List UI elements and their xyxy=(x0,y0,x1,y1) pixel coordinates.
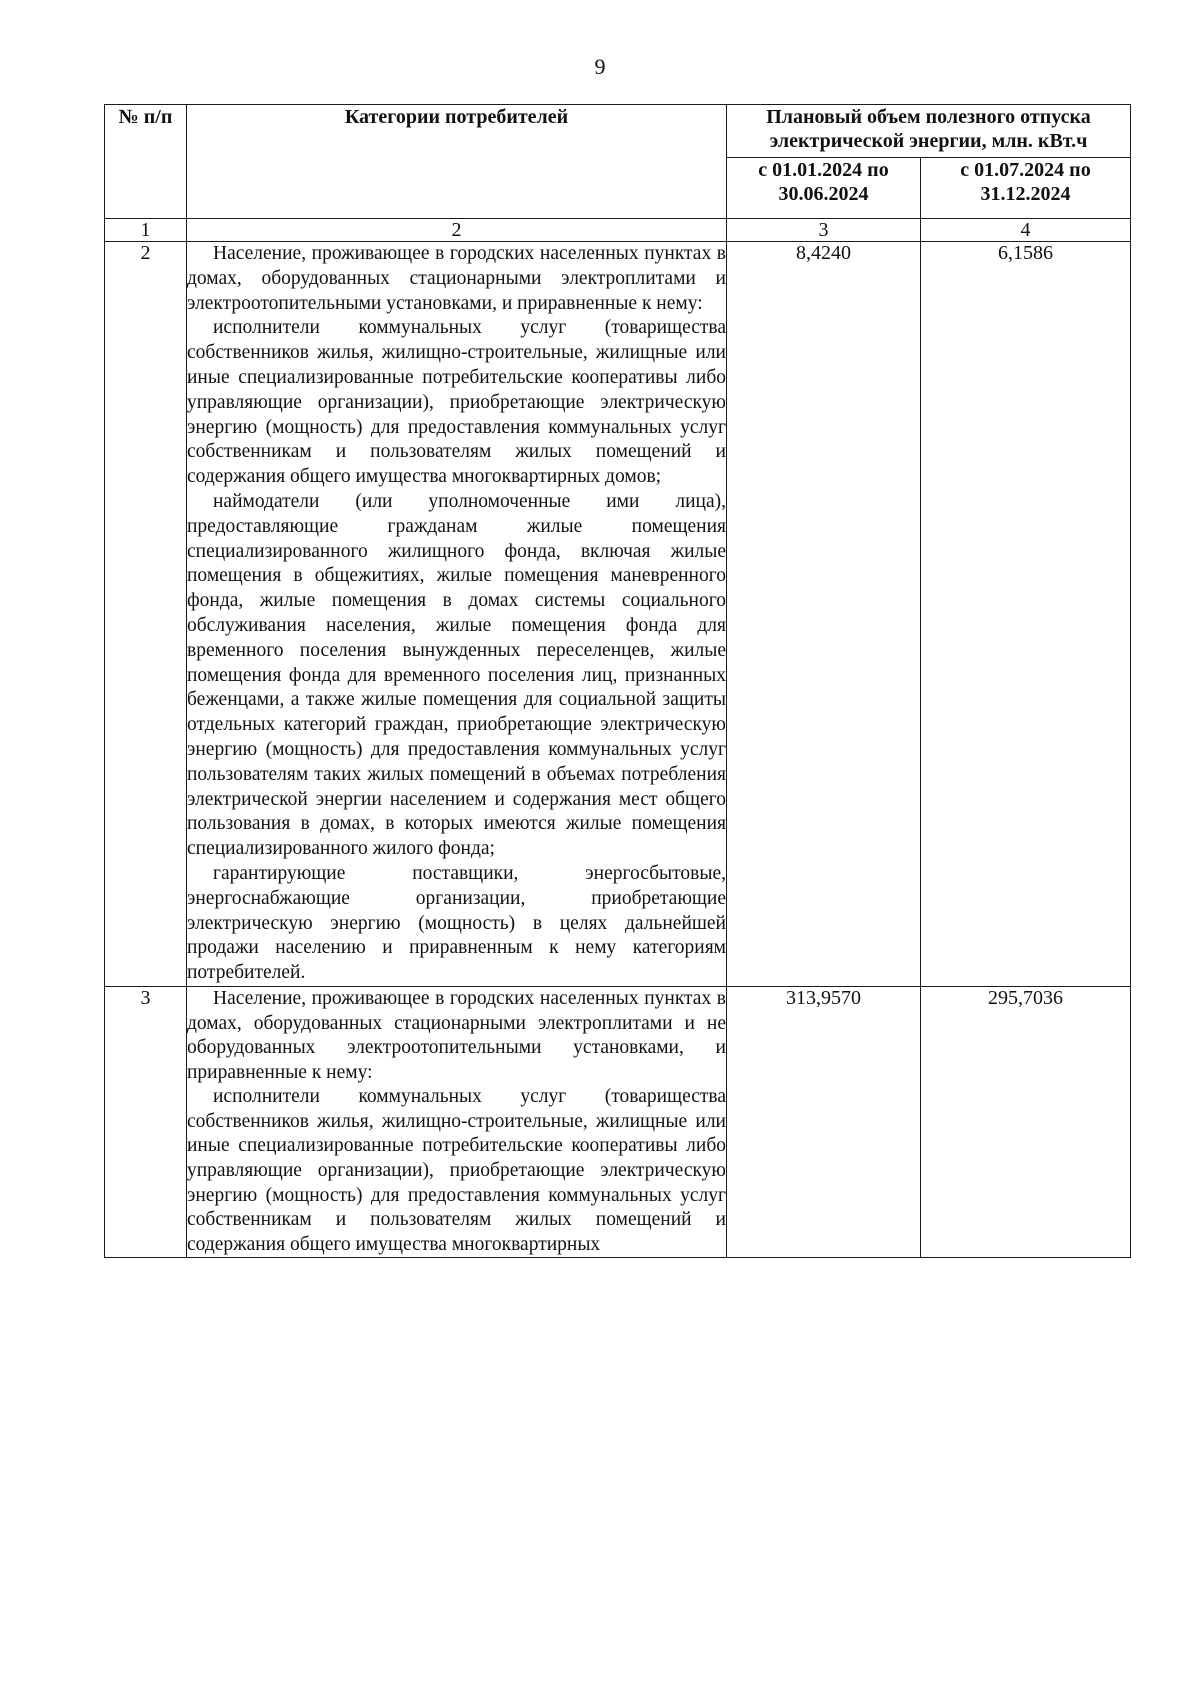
header-num: № п/п xyxy=(105,105,187,219)
row-value-period-2: 295,7036 xyxy=(921,986,1131,1258)
row-value-period-1: 313,9570 xyxy=(727,986,921,1258)
row-value-period-2: 6,1586 xyxy=(921,242,1131,987)
category-paragraph: Население, проживающее в городских населенных пунктах в домах, оборудованных стационарными электроплитами и электроотопительными установками, и приравненные к нему: xyxy=(187,243,726,314)
category-paragraph: Население, проживающее в городских населенных пунктах в домах, оборудованных стационарными электроплитами и не оборудованных электроотопительными установками, и приравненные к нему: xyxy=(187,987,726,1083)
table-row xyxy=(105,242,1131,987)
row-category xyxy=(187,986,727,1258)
column-index-2: 2 xyxy=(187,219,727,242)
column-index-1: 1 xyxy=(105,219,187,242)
consumption-table xyxy=(104,104,1131,1258)
category-paragraph: наймодатели (или уполномоченные ими лица), предоставляющие гражданам жилые помещения специализированного жилищного фонда, включая жилые помещения в общежитиях, жилые помещения маневренного фонда, жилые помещения в домах системы социального обслуживания населения, жилые помещения фонда для временного поселения вынужденных переселенцев, жилые помещения фонда для временного поселения лиц, признанных беженцами, а также жилые помещения для социальной защиты отдельных категорий граждан, приобретающие электрическую энергию (мощность) для предоставления коммунальных услуг пользователям таких жилых помещений в объемах потребления электрической энергии населением и содержания мест общего пользования в домах, в которых имеются жилые помещения специализированного жилого фонда; xyxy=(187,490,726,860)
column-index-row xyxy=(105,219,1131,242)
row-number: 2 xyxy=(105,242,187,987)
column-index-3: 3 xyxy=(727,219,921,242)
category-paragraph: исполнители коммунальных услуг (товарищества собственников жилья, жилищно-строительные, жилищные или иные специализированные потребительские кооперативы либо управляющие организации), приобретающие электрическую энергию (мощность) для предоставления коммунальных услуг собственникам и пользователям жилых помещений и содержания общего имущества многоквартирных домов; xyxy=(187,317,726,488)
row-category xyxy=(187,242,727,987)
category-paragraph: исполнители коммунальных услуг (товарищества собственников жилья, жилищно-строительные, жилищные или иные специализированные потребительские кооперативы либо управляющие организации), приобретающие электрическую энергию (мощность) для предоставления коммунальных услуг собственникам и пользователям жилых помещений и содержания общего имущества многоквартирных xyxy=(187,1086,726,1255)
table-row xyxy=(105,986,1131,1258)
header-volume: Плановый объем полезного отпуска электрической энергии, млн. кВт.ч xyxy=(727,105,1131,158)
header-row xyxy=(105,105,1131,158)
row-number: 3 xyxy=(105,986,187,1258)
row-value-period-1: 8,4240 xyxy=(727,242,921,987)
header-category: Категории потребителей xyxy=(187,105,727,219)
category-paragraph: гарантирующие поставщики, энергосбытовые, энергоснабжающие организации, приобретающие электрическую энергию (мощность) в целях дальнейшей продажи населению и приравненным к нему категориям потребителей. xyxy=(187,862,726,984)
header-period-1: с 01.01.2024 по 30.06.2024 xyxy=(727,158,921,219)
page-number: 9 xyxy=(594,54,606,79)
column-index-4: 4 xyxy=(921,219,1131,242)
header-period-2: с 01.07.2024 по 31.12.2024 xyxy=(921,158,1131,219)
